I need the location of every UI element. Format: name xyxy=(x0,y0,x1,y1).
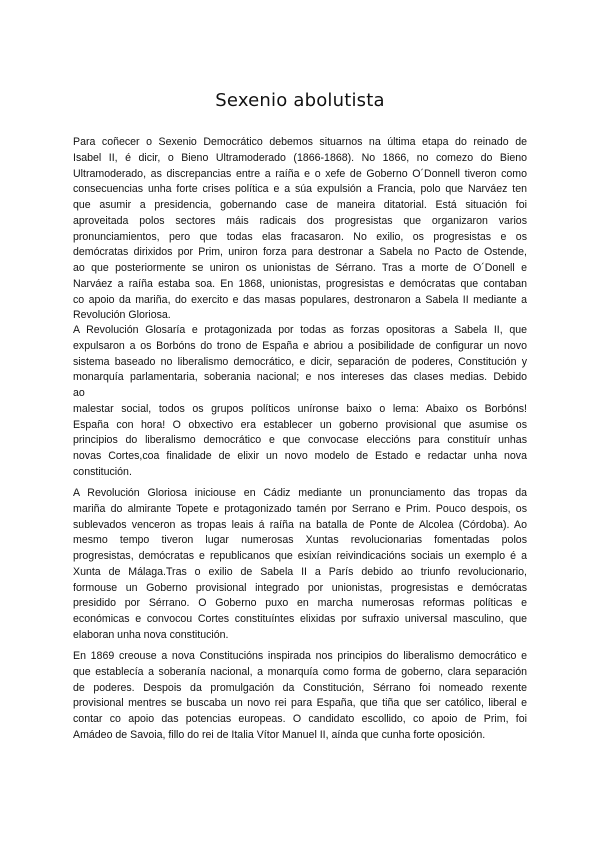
text-line: elaboran unha nova constitución. xyxy=(73,628,229,641)
text-line: mesmo tempo tiveron lugar numerosas Xuntas revolucionarias fomentadas polos xyxy=(73,534,527,547)
text-line: pronunciamientos, pero que todas elas fracasaron. No exilio, os progresistas e os xyxy=(73,230,527,243)
text-line: económicas e convocou Cortes constituíntes elixidas por sufraxio universal masculino, que xyxy=(73,613,527,625)
text-line: Ultramoderado, as discrepancias entre a raíña e o xefe de Goberno O´Donnell tiveron como xyxy=(73,167,527,180)
text-line: novas Cortes,coa finalidade de elixir un novo modelo de Estado e redactar unha nova xyxy=(73,450,527,462)
text-line: contar co apoio das potencias europeas. O candidato escollido, co apoio de Prim, foi xyxy=(73,713,527,725)
text-line: España con hora! O obxectivo era establecer un goberno provisional que asumise os xyxy=(73,418,527,431)
text-line: constitución. xyxy=(73,465,132,478)
text-line: A Revolución Gloriosa iniciouse en Cádiz mediante un pronunciamento das tropas da xyxy=(73,487,527,499)
paragraph-4 xyxy=(73,649,527,744)
text-line: ao xyxy=(73,387,85,399)
text-line: Narváez a raíña estaba soa. En 1868, unionistas, progresistas e demócratas que contaban xyxy=(73,277,527,290)
text-line: ao que posteriormente se uniron os unionistas de Sérrano. Tras a morte de O´Donell e xyxy=(73,262,527,274)
text-line: A Revolución Glosaría e protagonizada por todas as forzas opositoras a Sabela II, que xyxy=(73,324,527,336)
text-line: que asumir a presidencia, gobernando case de maneira ditatorial. Está situación foi xyxy=(73,199,527,211)
document-title: Sexenio abolutista xyxy=(215,90,385,111)
text-line: demócratas dirixidos por Prim, uniron forza para destronar a Sabela no Pacto de Ostende, xyxy=(73,246,527,259)
text-line: co apoio da mariña, do exercito e das masas populares, destronaron a Sabela II mediante a xyxy=(73,293,527,306)
text-line: sublevados venceron as tropas leais á raíña na batalla de Ponte de Alcolea (Córdoba). Ao xyxy=(73,518,527,531)
text-line: monarquía parlamentaria, soberania nacional; e nos intereses das clases medias. Debido xyxy=(73,371,527,384)
paragraph-1 xyxy=(73,135,527,324)
text-line: progresistas, demócratas e republicanos que esixían reivindicacións sociais un exemplo é a xyxy=(73,550,527,562)
text-line: de poderes. Despois da promulgación da Constitución, Sérrano foi nomeado rexente xyxy=(73,681,527,694)
text-line: formouse un Goberno provisional integrado por unionistas, progresistas e demócratas xyxy=(73,581,527,594)
text-line: Amádeo de Savoia, fillo do rei de Italia Vítor Manuel II, aínda que cunha forte oposición. xyxy=(73,728,486,741)
text-line: sistema baseado no liberalismo democrático, e dicir, separación de poderes, Constitución y xyxy=(73,355,527,368)
text-line: Isabel II, é dicir, o Bieno Ultramoderado (1866-1868). No 1866, no comezo do Bieno xyxy=(73,151,527,164)
text-line: mariña do almirante Topete e protagonizado tamén por Serrano e Prim. Pouco despois, os xyxy=(73,502,527,515)
paragraph-2 xyxy=(73,323,527,481)
text-line: que establecía a soberanía nacional, a monarquía como forma de goberno, clara separación xyxy=(73,665,527,678)
text-line: aproveitada polos sectores máis radicais dos progresistas que organizaron varios xyxy=(73,214,527,227)
text-line: Revolución Gloriosa. xyxy=(73,309,171,322)
text-line: presidido por Sérrano. O Goberno puxo en marcha numerosas reformas políticas e xyxy=(73,597,527,610)
text-line: consecuencias unha forte crises política e a súa expulsión a Francia, polo que Narváez ten xyxy=(73,183,527,196)
text-line: malestar social, todos os grupos políticos uníronse baixo o lema: Abaixo os Borbóns! xyxy=(73,402,527,415)
text-line: provisional mentres se buscaba un novo rei para España, que tiña que ser católico, liberal e xyxy=(73,697,527,710)
text-line: principios do liberalismo democrático e que convocase eleccións para constituír unhas xyxy=(73,434,527,447)
text-line: Xunta de Málaga.Tras o exilio de Sabela II a París debido ao triunfo revolucionario, xyxy=(73,565,527,578)
text-line: Para coñecer o Sexenio Democrático debemos situarnos na última etapa do reinado de xyxy=(73,136,527,148)
text-line: En 1869 creouse a nova Constitucións inspirada nos principios do liberalismo democrático e xyxy=(73,650,527,662)
paragraph-3 xyxy=(73,486,527,644)
text-line: expulsaron a os Borbóns do trono de España e abriou a posibilidade de configurar un novo xyxy=(73,339,527,352)
